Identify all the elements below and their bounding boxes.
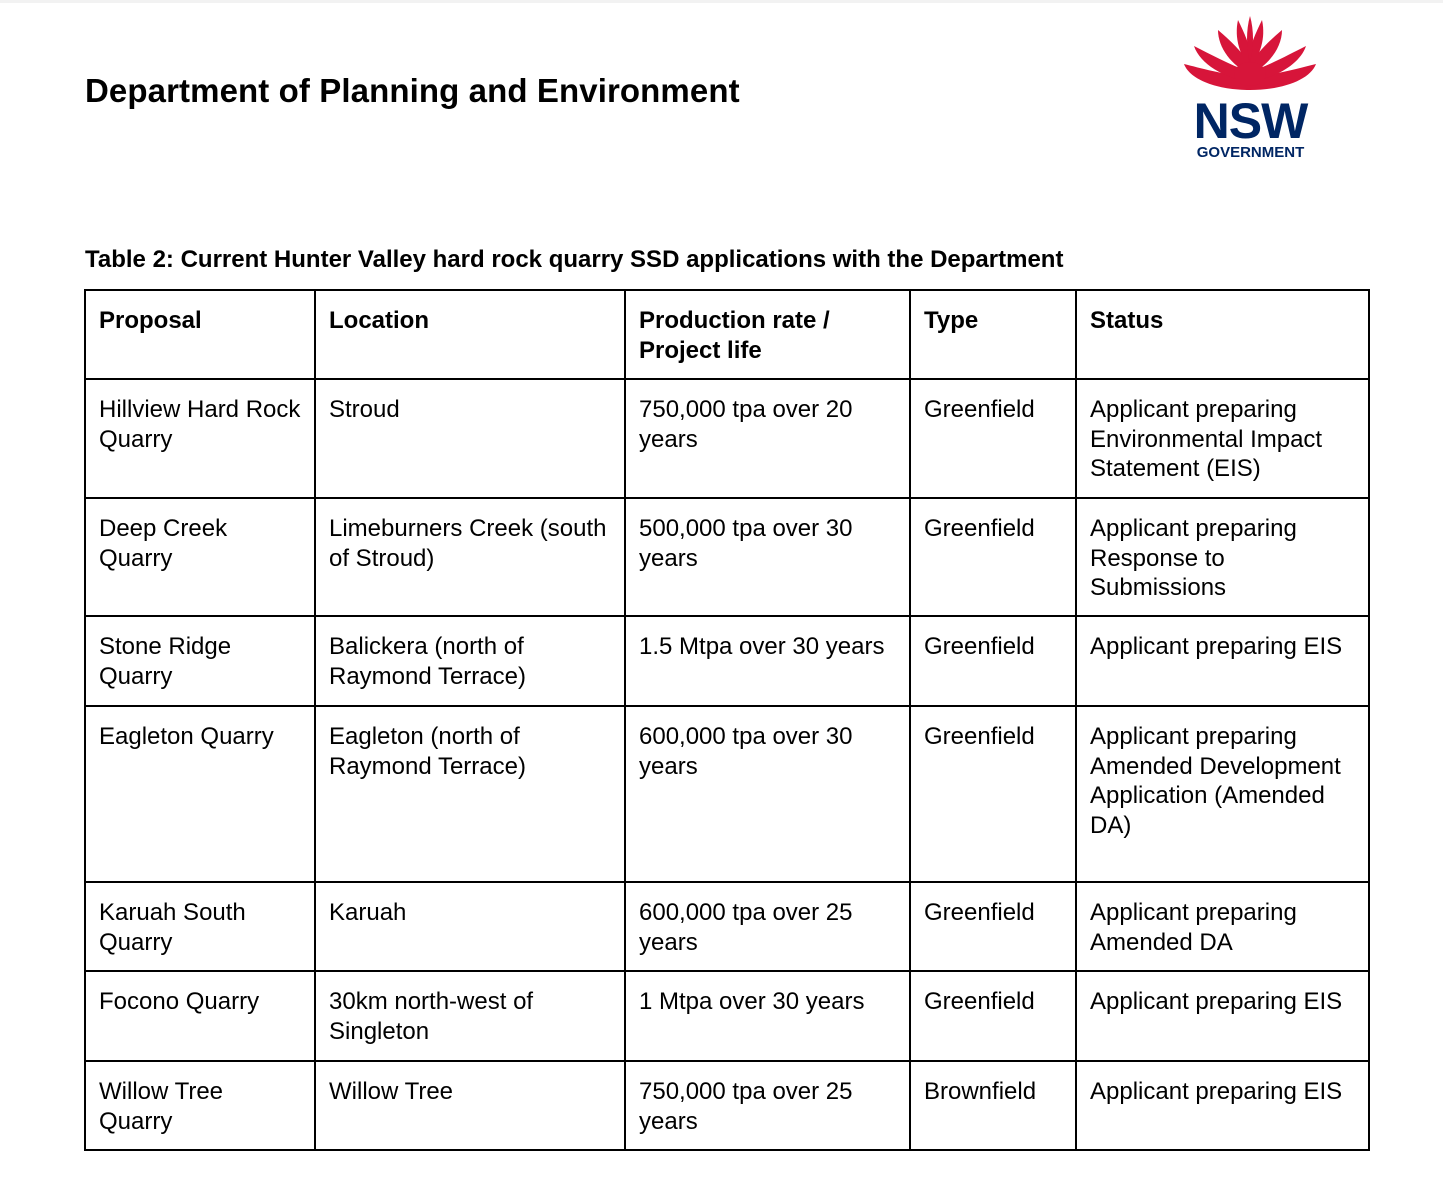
- column-header-location: Location: [315, 290, 625, 379]
- cell-proposal: Willow Tree Quarry: [85, 1061, 315, 1150]
- cell-proposal: Hillview Hard Rock Quarry: [85, 379, 315, 498]
- quarry-applications-table: [84, 289, 1370, 1151]
- cell-status: Applicant preparing Response to Submissions: [1076, 498, 1369, 616]
- cell-location: Limeburners Creek (south of Stroud): [315, 498, 625, 616]
- cell-production-rate: 1.5 Mtpa over 30 years: [625, 616, 910, 706]
- cell-type: Brownfield: [910, 1061, 1076, 1150]
- table-caption: Table 2: Current Hunter Valley hard rock quarry SSD applications with the Department: [85, 246, 1064, 273]
- column-header-status: Status: [1076, 290, 1369, 379]
- nsw-government-logo: [1178, 12, 1323, 164]
- cell-status: Applicant preparing Environmental Impact Statement (EIS): [1076, 379, 1369, 498]
- logo-wordmark: NSW: [1193, 93, 1308, 149]
- table-header-row: [85, 290, 1369, 379]
- table-row: [85, 379, 1369, 498]
- page-top-border: [0, 0, 1443, 3]
- cell-location: 30km north-west of Singleton: [315, 971, 625, 1061]
- table-row: [85, 616, 1369, 706]
- cell-production-rate: 500,000 tpa over 30 years: [625, 498, 910, 616]
- table-row: [85, 1061, 1369, 1150]
- table-row: [85, 971, 1369, 1061]
- cell-location: Karuah: [315, 882, 625, 971]
- cell-status: Applicant preparing EIS: [1076, 616, 1369, 706]
- cell-production-rate: 600,000 tpa over 30 years: [625, 706, 910, 882]
- cell-production-rate: 600,000 tpa over 25 years: [625, 882, 910, 971]
- cell-status: Applicant preparing EIS: [1076, 971, 1369, 1061]
- cell-proposal: Karuah South Quarry: [85, 882, 315, 971]
- cell-production-rate: 1 Mtpa over 30 years: [625, 971, 910, 1061]
- cell-proposal: Eagleton Quarry: [85, 706, 315, 882]
- cell-location: Willow Tree: [315, 1061, 625, 1150]
- column-header-type: Type: [910, 290, 1076, 379]
- cell-proposal: Focono Quarry: [85, 971, 315, 1061]
- cell-type: Greenfield: [910, 498, 1076, 616]
- table-row: [85, 498, 1369, 616]
- cell-status: Applicant preparing Amended DA: [1076, 882, 1369, 971]
- cell-production-rate: 750,000 tpa over 20 years: [625, 379, 910, 498]
- cell-production-rate: 750,000 tpa over 25 years: [625, 1061, 910, 1150]
- department-title: Department of Planning and Environment: [85, 72, 740, 109]
- cell-type: Greenfield: [910, 616, 1076, 706]
- cell-location: Stroud: [315, 379, 625, 498]
- table-row: [85, 706, 1369, 882]
- column-header-proposal: Proposal: [85, 290, 315, 379]
- cell-location: Eagleton (north of Raymond Terrace): [315, 706, 625, 882]
- waratah-icon: [1178, 12, 1323, 94]
- table-row: [85, 882, 1369, 971]
- column-header-production-rate: Production rate / Project life: [625, 290, 910, 379]
- cell-status: Applicant preparing Amended Development Application (Amended DA): [1076, 706, 1369, 882]
- cell-location: Balickera (north of Raymond Terrace): [315, 616, 625, 706]
- cell-type: Greenfield: [910, 971, 1076, 1061]
- cell-status: Applicant preparing EIS: [1076, 1061, 1369, 1150]
- cell-type: Greenfield: [910, 379, 1076, 498]
- logo-subtitle: GOVERNMENT: [1196, 144, 1305, 161]
- cell-proposal: Deep Creek Quarry: [85, 498, 315, 616]
- cell-type: Greenfield: [910, 882, 1076, 971]
- cell-type: Greenfield: [910, 706, 1076, 882]
- cell-proposal: Stone Ridge Quarry: [85, 616, 315, 706]
